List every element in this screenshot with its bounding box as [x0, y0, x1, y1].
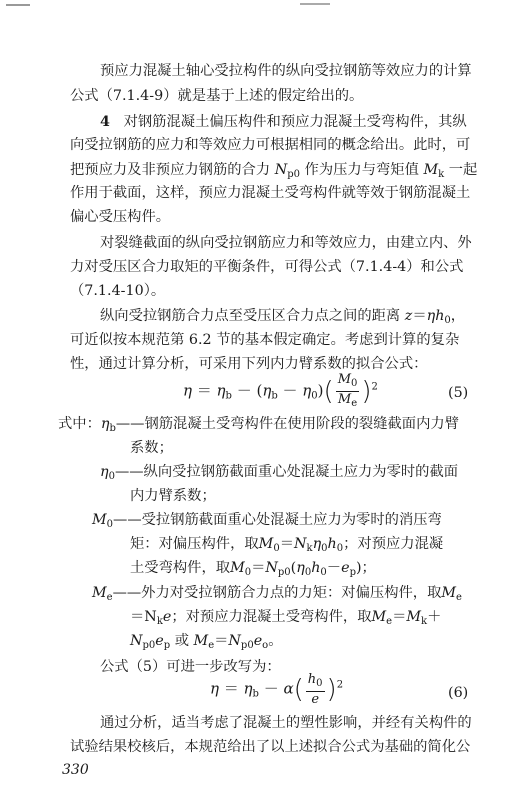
page-top-edge [0, 0, 520, 12]
para4-line1 [0, 306, 520, 331]
para4-line1b: ， [450, 308, 466, 324]
para4-line2: 可近似按本规范第 6.2 节的基本假定确定。考虑到计算的复杂 [70, 332, 460, 348]
para4-line1a: 纵向受拉钢筋合力点至受压区合力点之间的距离 [100, 308, 401, 324]
symbol-Mk: $M_k$ [423, 162, 445, 180]
equation-5-number: (5) [448, 385, 469, 401]
para3-line3: （7.1.4-10）。 [70, 283, 166, 299]
para2-line3a: 把预应力及非预应力钢筋的合力 [70, 162, 271, 178]
para2-line1 [0, 112, 520, 132]
where-Me-l3b: 或 [174, 633, 189, 649]
symbol-Np0: $N_{p0}$ [274, 162, 300, 180]
where-prefix: 式中： [58, 416, 101, 432]
para2-line3 [0, 160, 520, 185]
where-Me: $M_e——$外力对受拉钢筋合力点的力矩：对偏压构件，取$M_e$ [92, 585, 462, 603]
equation-5: $\eta = \eta_b - (\eta_b - \eta_0)$( $\frac{M_0}{M_e}$ )$^2$ [183, 372, 378, 409]
para1-line2: 公式（7.1.4-9）就是基于上述的假定给出的。 [70, 88, 364, 104]
para2-line3b: 作为压力与弯矩值 [304, 162, 419, 178]
formula-z: $z=\eta h_0$ [404, 308, 451, 326]
equation-6: $\eta = \eta_b - \alpha$( $\frac{h_0}{e}$ )$^2$ [210, 672, 344, 707]
cropped-header-mark [0, 3, 520, 12]
where-eta-b: 式中：$\eta_b——$钢筋混凝土受弯构件在使用阶段的裂缝截面内力臂 [58, 416, 459, 434]
where-eta-b-text: ——钢筋混凝土受弯构件在使用阶段的裂缝截面内力臂 [115, 416, 459, 432]
where-eta-0: $\eta_0——$纵向受拉钢筋截面重心处混凝土应力为零时的截面 [100, 464, 459, 482]
para5-line1: 公式（5）可进一步改写为： [100, 659, 281, 675]
page-number: 330 [62, 762, 89, 778]
where-M0-l2b: ；对预应力混凝 [343, 536, 444, 552]
where-eta-b-cont: 系数； [130, 440, 173, 456]
where-M0: $M_0——$受拉钢筋截面重心处混凝土应力为零时的消压弯 [92, 512, 442, 530]
where-M0-cont2: 土受弯构件，取$M_0=N_{p0}(\eta_0h_0-e_p)$； [130, 560, 376, 578]
para3-line2: 力对受压区合力取矩的平衡条件，可得公式（7.1.4-4）和公式 [70, 259, 464, 275]
para2-line2: 向受拉钢筋的应力和等效应力可根据相同的概念给出。此时，可 [70, 137, 471, 153]
item-number: 4 [100, 114, 110, 130]
para2-line4: 作用于截面，这样，预应力混凝土受弯构件就等效于钢筋混凝土 [70, 185, 471, 201]
where-M0-l3a: 土受弯构件，取 [130, 560, 231, 576]
para3-line1: 对裂缝截面的纵向受拉钢筋应力和等效应力，由建立内、外 [100, 235, 472, 251]
where-M0-l2a: 矩：对偏压构件，取 [130, 536, 259, 552]
equation-6-number: (6) [448, 685, 469, 701]
where-Me-text: ——外力对受拉钢筋合力点的力矩：对偏压构件，取 [112, 585, 442, 601]
para4-line3: 性，通过计算分析，可采用下列内力臂系数的拟合公式： [70, 356, 428, 372]
where-M0-cont1: 矩：对偏压构件，取$M_0=N_k\eta_0h_0$；对预应力混凝 [130, 536, 444, 554]
where-Me-l2a: ；对预应力混凝土受弯构件，取 [171, 609, 372, 625]
para6-line1: 通过分析，适当考虑了混凝土的塑性影响，并经有关构件的 [100, 715, 472, 731]
para2-line3c: 一起 [448, 162, 478, 178]
para1-line1: 预应力混凝土轴心受拉构件的纵向受拉钢筋等效应力的计算 [100, 63, 472, 79]
para2-line5: 偏心受压构件。 [70, 209, 171, 225]
where-Me-cont2: $N_{p0}e_p$ 或 $M_e=N_{p0}e_o$。 [130, 633, 283, 651]
where-M0-text: ——受拉钢筋截面重心处混凝土应力为零时的消压弯 [113, 512, 442, 528]
where-Me-cont1: $=N_ke$；对预应力混凝土受弯构件，取$M_e=M_k+$ [130, 609, 442, 627]
where-eta-0-text: ——纵向受拉钢筋截面重心处混凝土应力为零时的截面 [114, 464, 459, 480]
para2-line1-text: 对钢筋混凝土偏压构件和预应力混凝土受弯构件，其纵 [123, 114, 467, 130]
where-eta-0-cont: 内力臂系数； [130, 488, 216, 504]
para6-line2: 试验结果校核后，本规范给出了以上述拟合公式为基础的简化公 [70, 739, 471, 755]
